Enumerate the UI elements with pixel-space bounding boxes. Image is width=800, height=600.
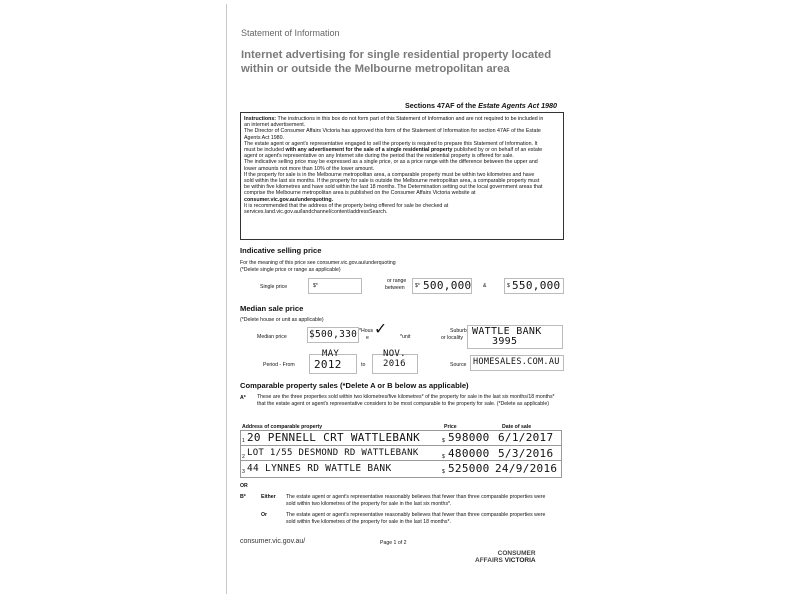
source-value: HOMESALES.COM.AU: [473, 357, 560, 367]
footer-url[interactable]: consumer.vic.gov.au/: [240, 538, 306, 545]
single-price-label: Single price: [260, 284, 288, 290]
period-to-year: 2016: [383, 359, 406, 369]
logo-line-3: VICTORIA: [504, 557, 536, 564]
row-1-price[interactable]: 598000: [448, 431, 490, 444]
instructions-p5a: If the property for sale is in the Melbourne metropolitan area, a comparable property must be within two kilometres and have sold within the last six months. If the property for sale is outside the Melbourne metropolitan area, a comparable property must be within five kilometres and have sold within the last 18 months. The Determination setting out the local government areas that comprise the Melbourne metropolitan area is published on the Consumer Affairs Victoria website at: [244, 171, 543, 197]
median-heading: Median sale price: [240, 304, 304, 313]
logo-line-1: CONSUMER: [497, 550, 536, 557]
row-3-price[interactable]: 525000: [448, 462, 490, 475]
row-2-divider: [240, 460, 561, 461]
row-3-address[interactable]: 44 LYNNES RD WATTLE BANK: [247, 463, 392, 474]
house-label-2: e: [366, 335, 369, 341]
postcode-value: 3995: [492, 336, 518, 347]
option-a-text: These are the three properties sold within two kilometres/five kilometres* of the property for sale in the last six months/18 months* that the estate agent or agent's representative considers to be most comparable to the property for sale. (*Delete as applicable): [257, 394, 555, 407]
instructions-p2: The Director of Consumer Affairs Victoria has approved this form of the Statement of Information for section 47AF of the Estate Agents Act 1980.: [244, 128, 541, 141]
source-field[interactable]: [470, 355, 564, 371]
row-3-date[interactable]: 24/9/2016: [495, 462, 558, 475]
or2-text: The estate agent or agent's representative reasonably believes that fewer than three comparable properties were sold within five kilometres of the property for sale in the last 18 months*.: [286, 512, 546, 525]
instructions-p6: It is recommended that the address of the property being offered for sale be checked at services.land.vic.gov.au/landchannel/content/addressSearch.: [244, 202, 449, 216]
row-2-price[interactable]: 480000: [448, 447, 490, 460]
or-label: OR: [240, 483, 248, 489]
document-page: [226, 4, 579, 594]
instructions-label: Instructions:: [244, 116, 277, 122]
range-ampersand: &: [483, 283, 487, 289]
median-note: (*Delete house or unit as applicable): [240, 317, 324, 323]
instructions-p3b: with any advertisement for the sale of a single residential property: [285, 147, 453, 154]
range-low-prefix: $*: [415, 283, 420, 289]
suburb-label-2: or locality: [441, 335, 463, 341]
range-low-value: 500,000: [423, 279, 472, 292]
row-2-address[interactable]: LOT 1/55 DESMOND RD WATTLEBANK: [247, 448, 419, 458]
single-price-field[interactable]: [308, 278, 362, 294]
unit-label: *unit: [400, 334, 411, 340]
period-from-label: Period - From: [263, 362, 295, 368]
row-1-currency: $: [442, 438, 445, 444]
period-to-month: NOV.: [383, 349, 406, 359]
source-label: Source: [450, 362, 467, 368]
period-to-field[interactable]: [372, 349, 418, 374]
row-3-num: 3: [242, 469, 245, 475]
suburb-value: WATTLE BANK: [472, 326, 542, 337]
instructions-p4: The indicative selling price may be expressed as a single price, or as a price range with the difference between the upper and lower amounts not more than 10% of the lower amount.: [244, 159, 538, 172]
row-1-num: 1: [242, 438, 245, 444]
row-2-currency: $: [442, 454, 445, 460]
section-reference: [405, 101, 557, 110]
suburb-label-1: Suburb: [450, 328, 467, 334]
instructions-box: [240, 112, 564, 240]
row-2-num: 2: [242, 454, 245, 460]
instructions-text: [244, 116, 544, 215]
median-price-field[interactable]: [307, 327, 359, 343]
suburb-field[interactable]: [467, 325, 563, 349]
range-label-2: between: [385, 285, 405, 291]
house-label-1: *Hous: [359, 328, 374, 334]
doc-title: Internet advertising for single residential property located within or outside the Melbourne metropolitan area: [241, 49, 552, 75]
period-from-month: MAY: [322, 349, 340, 359]
median-price-label: Median price: [257, 334, 287, 340]
col-address-header: Address of comparable property: [242, 424, 323, 430]
instructions-p3a: The estate agent or agent's representative engaged to sell the property is required to prepare this Statement of Information. It must be included: [244, 140, 538, 154]
option-a-label: A*: [240, 395, 246, 401]
option-b-label: B*: [240, 494, 246, 500]
single-price-prefix: $*: [313, 283, 318, 289]
range-label-1: or range: [387, 278, 407, 284]
row-1-date[interactable]: 6/1/2017: [498, 431, 554, 444]
range-high-field[interactable]: [504, 278, 564, 294]
row-3-currency: $: [442, 469, 445, 475]
median-price-value: $500,330: [309, 329, 358, 340]
footer-page: Page 1 of 2: [380, 540, 407, 546]
period-from-field[interactable]: [309, 349, 357, 374]
range-low-field[interactable]: [412, 278, 472, 294]
row-2-date[interactable]: 5/3/2016: [498, 447, 554, 460]
indicative-note-1: For the meaning of this price see consumer.vic.gov.au/underquoting: [240, 260, 396, 266]
indicative-note-2: (*Delete single price or range as applicable): [240, 267, 341, 273]
range-high-value: 550,000: [512, 279, 561, 292]
period-from-year: 2012: [314, 358, 342, 371]
doc-label: Statement of Information: [241, 28, 340, 38]
instructions-p1: The instructions in this box do not form part of this Statement of Information and are not required to be included in an internet advertisement.: [244, 116, 544, 129]
indicative-heading: Indicative selling price: [240, 246, 322, 255]
col-date-header: Date of sale: [502, 424, 532, 430]
section-prefix: Sections 47AF of the: [405, 101, 479, 110]
cav-logo: [475, 550, 536, 564]
row-1-address[interactable]: 20 PENNELL CRT WATTLEBANK: [247, 431, 421, 444]
instructions-p5b: consumer.vic.gov.au/underquoting.: [244, 196, 334, 203]
section-act: Estate Agents Act 1980: [478, 101, 558, 110]
either-label: Either: [261, 494, 276, 500]
logo-line-2: AFFAIRS: [475, 557, 503, 564]
col-price-header: Price: [444, 424, 457, 430]
row-1-divider: [240, 445, 561, 446]
or2-label: Or: [261, 512, 268, 518]
instructions-p3c: published by or on behalf of an estate agent or agent's representative on any Internet site during the period that the residential property is offered for sale.: [244, 147, 543, 160]
period-to-label: to: [361, 362, 366, 368]
either-text: The estate agent or agent's representative reasonably believes that fewer than three comparable properties were sold within two kilometres of the property for sale in the last six months*.: [286, 494, 546, 507]
range-high-prefix: $: [507, 283, 510, 289]
house-check-mark[interactable]: ✓: [375, 318, 387, 339]
comparable-heading: Comparable property sales (*Delete A or B below as applicable): [240, 381, 469, 390]
logo-line-2-wrap: [475, 557, 536, 564]
